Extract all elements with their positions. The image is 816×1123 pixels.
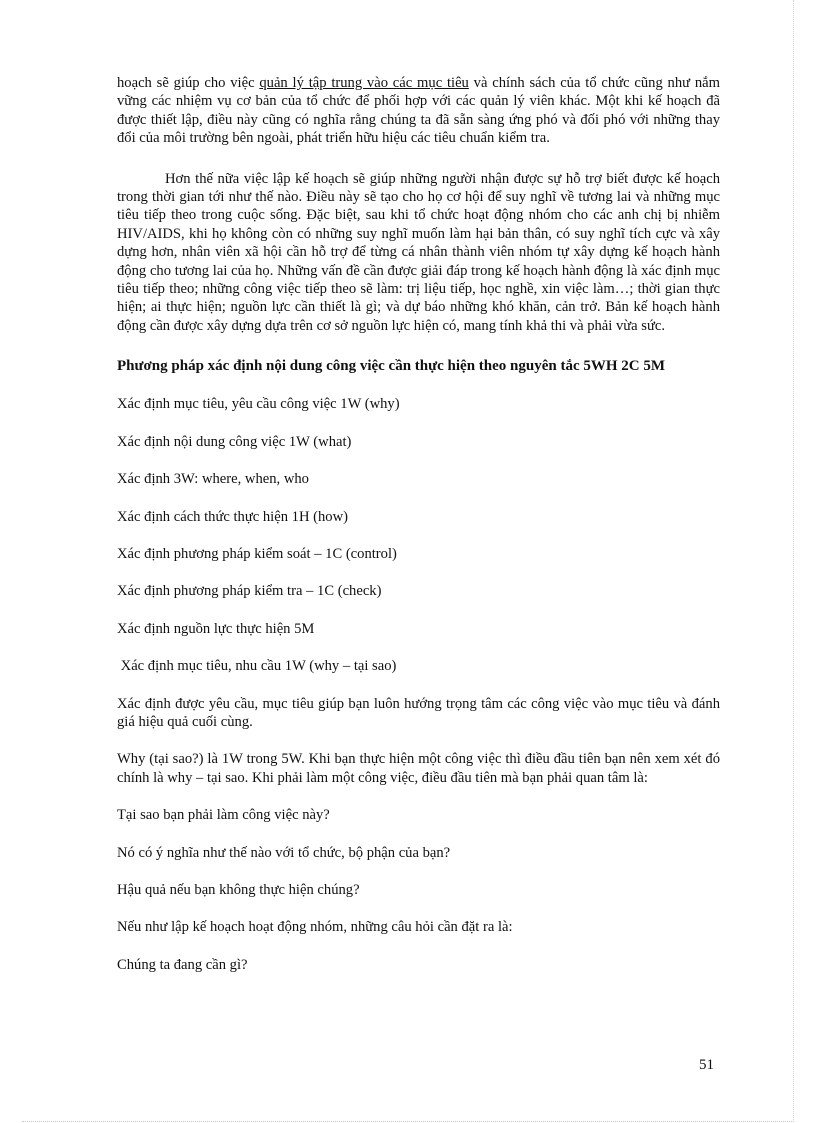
step-where-when-who: Xác định 3W: where, when, who xyxy=(117,471,309,488)
paragraph-text: hoạch sẽ giúp cho việc xyxy=(117,75,260,91)
question-consequence: Hậu quả nếu bạn không thực hiện chúng? xyxy=(117,881,360,898)
paragraph-support-plan: Hơn thế nữa việc lập kế hoạch sẽ giúp những người nhận được sự hỗ trợ biết được kế hoạch trong thời gian tới như thế nào. Điều này sẽ tạo cho họ cơ hội để suy nghĩ về tương lai và những mục tiêu tiếp theo trong cuộc sống. Đặc biệt, sau khi tổ chức hoạt động nhóm cho các anh chị bị nhiễm HIV/AIDS, khi họ không còn có những suy nghĩ muốn làm hại bản thân, có suy nghĩ tích cực và xây dựng hơn, nhân viên xã hội cần hỗ trợ để từng cá nhân thành viên nhóm tự xây dựng kế hoạch hành động cho tương lai của họ. Những vấn đề cần được giải đáp trong kế hoạch hành động là xác định mục tiêu tiếp theo; những công việc tiếp theo sẽ làm: trị liệu tiếp, học nghề, xin việc làm…; thời gian thực hiện; ai thực hiện; nguồn lực cần thiết là gì; và dự báo những khó khăn, cản trở. Bản kế hoạch hành động cần được xây dựng dựa trên cơ sở nguồn lực hiện có, mang tính khả thi và phải vừa sức. xyxy=(117,170,720,334)
paragraph-why: Why (tại sao?) là 1W trong 5W. Khi bạn thực hiện một công việc thì điều đầu tiên bạn nên xem xét đó chính là why – tại sao. Khi phải làm một công việc, điều đầu tiên mà bạn phải quan tâm là: xyxy=(117,751,720,786)
section-heading: Phương pháp xác định nội dung công việc cần thực hiện theo nguyên tắc 5WH 2C 5M xyxy=(117,358,666,375)
step-resources: Xác định nguồn lực thực hiện 5M xyxy=(117,620,315,637)
question-what-need: Chúng ta đang cần gì? xyxy=(117,956,248,973)
step-why: Xác định mục tiêu, yêu cầu công việc 1W (why) xyxy=(117,396,400,413)
step-how: Xác định cách thức thực hiện 1H (how) xyxy=(117,508,348,525)
page-number: 51 xyxy=(699,1057,714,1073)
paragraph-text: và chính sách của tổ chức cũng như nắm vững các nhiệm vụ cơ bản của tổ chức để phối hợp với các quản lý viên khác. Một khi kế hoạch đã được thiết lập, điều này cũng có nghĩa rằng chúng ta đã sẵn sàng ứng phó và đối phó với những thay đổi của môi trường bên ngoài, phát triển hữu hiệu các tiêu chuẩn kiểm tra. xyxy=(117,75,720,147)
question-group-plan: Nếu như lập kế hoạch hoạt động nhóm, những câu hỏi cần đặt ra là: xyxy=(117,919,513,936)
paragraph-planning-benefits xyxy=(117,74,720,148)
question-meaning: Nó có ý nghĩa như thế nào với tổ chức, bộ phận của bạn? xyxy=(117,844,451,861)
question-why-do: Tại sao bạn phải làm công việc này? xyxy=(117,807,330,824)
page-edge-rule xyxy=(793,0,794,1122)
step-control: Xác định phương pháp kiểm soát – 1C (control) xyxy=(117,545,397,562)
step-what: Xác định nội dung công việc 1W (what) xyxy=(117,433,352,450)
footer-rule xyxy=(22,1121,794,1122)
paragraph-goal: Xác định được yêu cầu, mục tiêu giúp bạn luôn hướng trọng tâm các công việc vào mục tiêu và đánh giá hiệu quả cuối cùng. xyxy=(117,695,720,730)
underlined-phrase: quản lý tập trung vào các mục tiêu xyxy=(259,75,469,91)
page-body xyxy=(117,74,720,974)
step-check: Xác định phương pháp kiểm tra – 1C (check) xyxy=(117,583,382,600)
step-why-need: Xác định mục tiêu, nhu cầu 1W (why – tại sao) xyxy=(117,658,397,675)
